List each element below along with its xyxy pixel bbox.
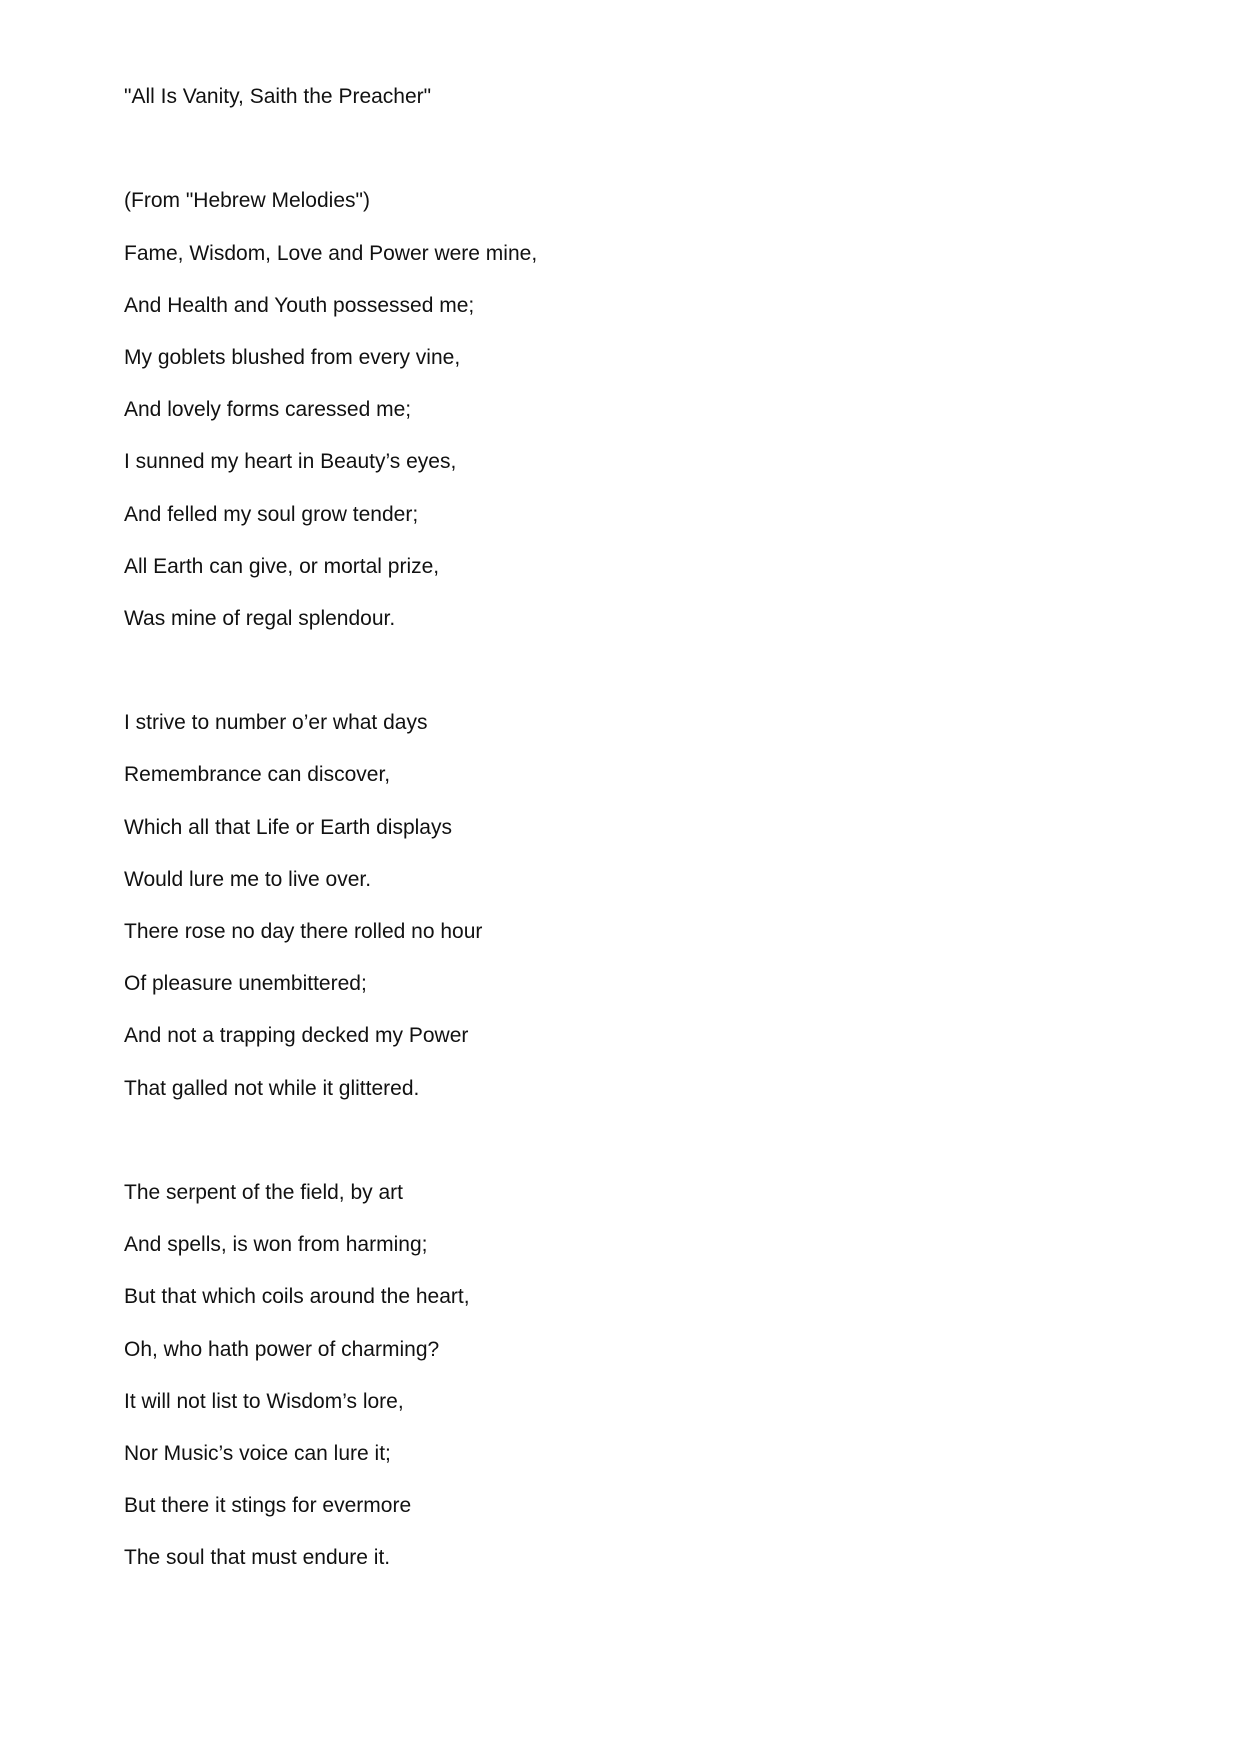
stanza-1 [124, 241, 1124, 632]
blank-line [124, 1128, 1124, 1154]
poem-line: All Earth can give, or mortal prize, [124, 554, 440, 578]
poem-line: It will not list to Wisdom’s lore, [124, 1389, 404, 1413]
poem-line: Oh, who hath power of charming? [124, 1337, 440, 1361]
poem-line: Remembrance can discover, [124, 763, 391, 787]
poem-line: Of pleasure unembittered; [124, 972, 367, 996]
poem-line: My goblets blushed from every vine, [124, 345, 461, 369]
poem-line: That galled not while it glittered. [124, 1076, 420, 1100]
blank-line [124, 136, 1124, 162]
poem-line: Was mine of regal splendour. [124, 606, 396, 630]
poem-title: "All Is Vanity, Saith the Preacher" [124, 85, 432, 108]
poem-line: I sunned my heart in Beauty’s eyes, [124, 450, 457, 474]
poem-line: The soul that must endure it. [124, 1546, 391, 1570]
poem-line: I strive to number o’er what days [124, 711, 428, 735]
poem-line: Nor Music’s voice can lure it; [124, 1441, 391, 1465]
poem-line: Would lure me to live over. [124, 867, 372, 891]
poem-line: But that which coils around the heart, [124, 1285, 470, 1309]
poem-line: Fame, Wisdom, Love and Power were mine, [124, 241, 538, 265]
poem-line: The serpent of the field, by art [124, 1180, 403, 1204]
poem-line: But there it stings for evermore [124, 1494, 412, 1518]
poem-line: And felled my soul grow tender; [124, 502, 419, 526]
stanza-3 [124, 1180, 1124, 1571]
poem-text [124, 84, 1124, 1597]
poem-line: And not a trapping decked my Power [124, 1024, 469, 1048]
blank-line [124, 658, 1124, 684]
poem-line: Which all that Life or Earth displays [124, 815, 452, 839]
stanza-2 [124, 710, 1124, 1101]
source-note: (From "Hebrew Melodies") [124, 189, 370, 213]
poem-line: There rose no day there rolled no hour [124, 920, 483, 943]
poem-line: And lovely forms caressed me; [124, 398, 412, 422]
poem-line: And Health and Youth possessed me; [124, 293, 475, 317]
poem-line: And spells, is won from harming; [124, 1233, 428, 1257]
